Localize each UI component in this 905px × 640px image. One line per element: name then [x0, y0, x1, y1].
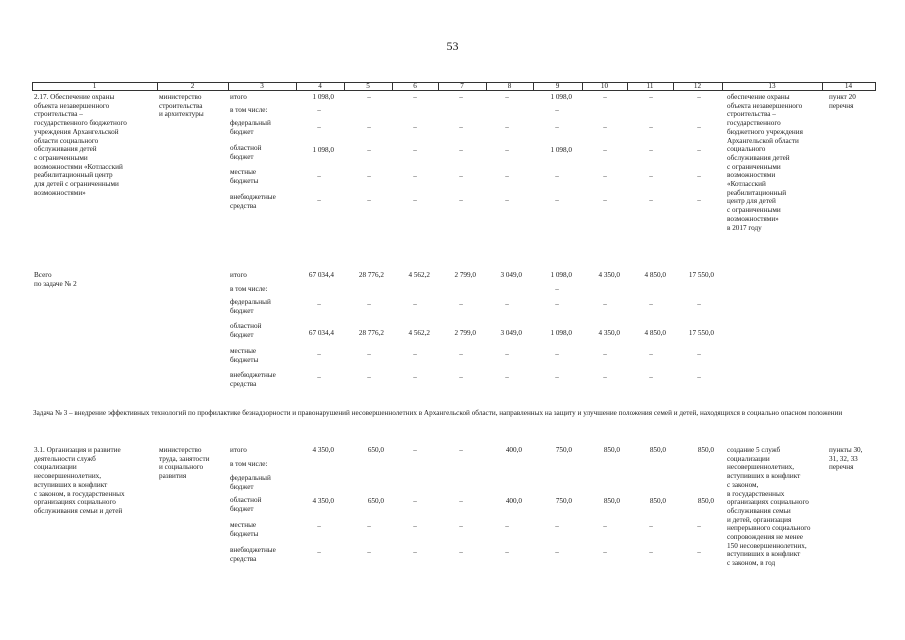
total_task2-value-cell: – — [697, 350, 701, 358]
row_217-value-cell: – — [459, 146, 463, 154]
row_31-value-cell: 850,0 — [697, 446, 714, 454]
column-number-5: 5 — [366, 82, 370, 90]
row_31-value-cell: – — [367, 548, 371, 556]
row_217-value-cell: – — [413, 172, 417, 180]
row_217-value-cell: – — [367, 172, 371, 180]
row_31-value-cell: – — [505, 522, 509, 530]
column-number-1: 1 — [92, 82, 97, 90]
row_31-result: создание 5 служб социализации несовершеннолетних, вступивших в конфликт с законом, в государственных организациях социального обслуживания семьи и детей, организация непрерывного социального сопровождения не менее 150 несовершеннолетних, вступивших в конфликт с законом, в год — [727, 446, 811, 568]
row_217-value-cell: – — [603, 196, 607, 204]
column-number-2: 2 — [190, 82, 195, 90]
row_217-source: областной бюджет — [230, 144, 262, 161]
row_217-value-cell: – — [697, 172, 701, 180]
row_217-value-cell: – — [459, 196, 463, 204]
row_31-value-cell: 850,0 — [603, 497, 620, 505]
row_217-indicator: пункт 20 перечня — [829, 93, 856, 110]
total_task2-source: федеральный бюджет — [230, 298, 271, 315]
row_217-value-cell: – — [603, 123, 607, 131]
row_217-value-cell: 1 098,0 — [312, 146, 334, 154]
row_31-value-cell: – — [413, 548, 417, 556]
row_31-value-cell: – — [459, 446, 463, 454]
row_217-value-cell: – — [413, 123, 417, 131]
total_task2-value-cell: – — [459, 373, 463, 381]
total_task2-value-cell: – — [505, 373, 509, 381]
row_31-source: в том числе: — [230, 460, 268, 468]
row_217-value-cell: 1 098,0 — [550, 93, 572, 101]
row_31-value-cell: – — [697, 522, 701, 530]
row_31-value-cell: – — [649, 548, 653, 556]
total_task2-value-cell: 4 850,0 — [644, 329, 666, 337]
row_217-value-cell: – — [459, 123, 463, 131]
total_task2-value-cell: – — [317, 350, 321, 358]
total_task2-value-cell: 1 098,0 — [550, 271, 572, 279]
column-number-3: 3 — [260, 82, 264, 90]
page-number: 53 — [446, 39, 459, 53]
row_217-value-cell: – — [649, 146, 653, 154]
row_217-value-cell: – — [413, 146, 417, 154]
row_217-value-cell: – — [649, 172, 653, 180]
row_217-value-cell: – — [317, 172, 321, 180]
row_31-value-cell: 850,0 — [603, 446, 620, 454]
row_217-value-cell: – — [505, 93, 509, 101]
row_217-value-cell: – — [555, 123, 559, 131]
row_31-value-cell: – — [317, 548, 321, 556]
row_217-source: местные бюджеты — [230, 168, 259, 185]
column-number-14: 14 — [844, 82, 853, 90]
row_217-value-cell: – — [413, 93, 417, 101]
total_task2-value-cell: 67 034,4 — [308, 271, 334, 279]
total_task2-value-cell: 67 034,4 — [308, 329, 334, 337]
row_217-value-cell: – — [505, 123, 509, 131]
row_217-value-cell: – — [367, 123, 371, 131]
row_31-value-cell: 4 350,0 — [312, 497, 334, 505]
row_217-value-cell: 1 098,0 — [550, 146, 572, 154]
row_31-value-cell: – — [317, 522, 321, 530]
column-number-7: 7 — [460, 82, 464, 90]
row_217-source: в том числе: — [230, 106, 268, 114]
column-number-11: 11 — [646, 82, 654, 90]
row_31-value-cell: 650,0 — [367, 497, 384, 505]
row_217-value-cell: – — [317, 196, 321, 204]
total_task2-source: итого — [230, 271, 247, 279]
row_217-source: внебюджетные средства — [230, 193, 276, 210]
row_217-value-cell: – — [697, 93, 701, 101]
row_217-source: итого — [230, 93, 247, 101]
row_217-value-cell: – — [603, 146, 607, 154]
total_task2-value-cell: – — [367, 373, 371, 381]
row_31-value-cell: 400,0 — [505, 446, 522, 454]
row_217-value-cell: 1 098,0 — [312, 93, 334, 101]
column-divider — [875, 82, 876, 91]
row_31-value-cell: – — [413, 522, 417, 530]
column-number-6: 6 — [413, 82, 417, 90]
row_217-value-cell: – — [367, 146, 371, 154]
column-number-8: 8 — [507, 82, 512, 90]
row_217-measure: 2.17. Обеспечение охраны объекта незавершенного строительства – государственного бюджетного учреждения Архангельской области социального обслуживания детей с ограниченными возможностями «Котласский реабилитационный центр для детей с ограниченными возможностями» — [34, 93, 127, 197]
total_task2-source: внебюджетные средства — [230, 371, 276, 388]
row_31-value-cell: 750,0 — [555, 497, 572, 505]
column-number-13: 13 — [768, 82, 776, 90]
total_task2-value-cell: – — [649, 300, 653, 308]
row_217-value-cell: – — [413, 196, 417, 204]
total_task2-value-cell: – — [505, 350, 509, 358]
row_217-value-cell: – — [603, 172, 607, 180]
column-number-10: 10 — [600, 82, 609, 90]
row_217-value-cell: – — [555, 106, 559, 114]
total_task2-value-cell: – — [413, 350, 417, 358]
total_task2-value-cell: – — [555, 350, 559, 358]
total_task2-value-cell: – — [317, 373, 321, 381]
row_217-value-cell: – — [649, 196, 653, 204]
row_31-source: внебюджетные средства — [230, 546, 276, 563]
total_task2-value-cell: – — [367, 300, 371, 308]
row_31-value-cell: – — [555, 522, 559, 530]
row_31-value-cell: – — [555, 548, 559, 556]
row_217-value-cell: – — [505, 172, 509, 180]
total_task2-value-cell: – — [505, 300, 509, 308]
total_task2-value-cell: 28 776,2 — [358, 271, 384, 279]
total_task2-value-cell: 28 776,2 — [358, 329, 384, 337]
row_217-value-cell: – — [697, 123, 701, 131]
row_217-value-cell: – — [697, 196, 701, 204]
total_task2-value-cell: – — [555, 373, 559, 381]
total_task2-value-cell: – — [459, 350, 463, 358]
total_task2-value-cell: 4 562,2 — [408, 329, 430, 337]
row_217-value-cell: – — [649, 93, 653, 101]
row_217-value-cell: – — [317, 123, 321, 131]
row_31-value-cell: – — [413, 446, 417, 454]
total_task2-value-cell: – — [413, 300, 417, 308]
total_task2-value-cell: 4 562,2 — [408, 271, 430, 279]
row_31-value-cell: – — [459, 522, 463, 530]
row_217-value-cell: – — [649, 123, 653, 131]
total_task2-value-cell: 4 350,0 — [598, 329, 620, 337]
total_task2-label: Всего по задаче № 2 — [34, 271, 77, 288]
row_217-value-cell: – — [459, 93, 463, 101]
total_task2-value-cell: – — [697, 300, 701, 308]
row_217-value-cell: – — [505, 196, 509, 204]
total_task2-value-cell: 4 350,0 — [598, 271, 620, 279]
row_31-value-cell: – — [367, 522, 371, 530]
row_217-value-cell: – — [555, 196, 559, 204]
total_task2-value-cell: 4 850,0 — [644, 271, 666, 279]
total_task2-source: в том числе: — [230, 285, 268, 293]
total_task2-value-cell: 1 098,0 — [550, 329, 572, 337]
row_31-value-cell: 850,0 — [649, 497, 666, 505]
row_31-value-cell: – — [459, 548, 463, 556]
row_31-value-cell: 850,0 — [697, 497, 714, 505]
row_31-value-cell: – — [413, 497, 417, 505]
row_31-indicator: пункты 30, 31, 32, 33 перечня — [829, 446, 863, 472]
total_task2-value-cell: – — [603, 373, 607, 381]
total_task2-value-cell: – — [555, 300, 559, 308]
row_31-value-cell: 4 350,0 — [312, 446, 334, 454]
task-3-heading: Задача № 3 – внедрение эффективных технологий по профилактике безнадзорности и правонарушений несовершеннолетних в Архангельской области, направленных на защиту и улучшение положения семей и детей, находящихся в социально опасном положении — [33, 409, 843, 417]
row_217-value-cell: – — [603, 93, 607, 101]
row_217-value-cell: – — [697, 146, 701, 154]
total_task2-value-cell: 3 049,0 — [500, 329, 522, 337]
row_31-measure: 3.1. Организация и развитие деятельности служб социализации несовершеннолетних, вступивших в конфликт с законом, в государственных организациях социального обслуживания семьи и детей — [34, 446, 125, 515]
row_31-source: местные бюджеты — [230, 521, 259, 538]
row_217-value-cell: – — [505, 146, 509, 154]
row_31-source: областной бюджет — [230, 496, 262, 513]
row_217-value-cell: – — [459, 172, 463, 180]
total_task2-value-cell: 3 049,0 — [500, 271, 522, 279]
total_task2-source: местные бюджеты — [230, 347, 259, 364]
row_217-source: федеральный бюджет — [230, 119, 271, 136]
total_task2-value-cell: – — [649, 373, 653, 381]
total_task2-value-cell: – — [367, 350, 371, 358]
total_task2-value-cell: – — [649, 350, 653, 358]
row_31-value-cell: – — [505, 548, 509, 556]
row_217-value-cell: – — [555, 172, 559, 180]
total_task2-value-cell: – — [317, 300, 321, 308]
total_task2-value-cell: 2 799,0 — [454, 329, 476, 337]
total_task2-source: областной бюджет — [230, 322, 262, 339]
row_217-executor: министерство строительства и архитектуры — [159, 93, 204, 119]
row_217-result: обеспечение охраны объекта незавершенного строительства – государственного бюджетного учреждения Архангельской области социального обслуживания детей с ограниченными возможностями «Котласский реабилитационный центр для детей с ограниченными возможностями» в 2017 году — [727, 93, 803, 232]
row_31-value-cell: – — [649, 522, 653, 530]
total_task2-value-cell: – — [413, 373, 417, 381]
row_31-value-cell: – — [697, 548, 701, 556]
row_31-source: итого — [230, 446, 247, 454]
row_31-value-cell: 850,0 — [649, 446, 666, 454]
row_31-value-cell: 400,0 — [505, 497, 522, 505]
total_task2-value-cell: – — [555, 285, 559, 293]
column-number-12: 12 — [693, 82, 702, 90]
column-number-4: 4 — [318, 82, 322, 90]
row_31-value-cell: 750,0 — [555, 446, 572, 454]
total_task2-value-cell: – — [603, 350, 607, 358]
total_task2-value-cell: – — [459, 300, 463, 308]
total_task2-value-cell: 17 550,0 — [688, 271, 714, 279]
row_31-value-cell: – — [603, 548, 607, 556]
row_217-value-cell: – — [367, 196, 371, 204]
total_task2-value-cell: 17 550,0 — [688, 329, 714, 337]
row_217-value-cell: – — [367, 93, 371, 101]
column-number-9: 9 — [555, 82, 560, 90]
row_217-value-cell: – — [317, 106, 321, 114]
total_task2-value-cell: – — [603, 300, 607, 308]
row_31-value-cell: – — [603, 522, 607, 530]
row_31-value-cell: 650,0 — [367, 446, 384, 454]
total_task2-value-cell: 2 799,0 — [454, 271, 476, 279]
row_31-source: федеральный бюджет — [230, 474, 271, 491]
row_31-value-cell: – — [459, 497, 463, 505]
total_task2-value-cell: – — [697, 373, 701, 381]
row_31-executor: министерство труда, занятости и социального развития — [159, 446, 210, 481]
